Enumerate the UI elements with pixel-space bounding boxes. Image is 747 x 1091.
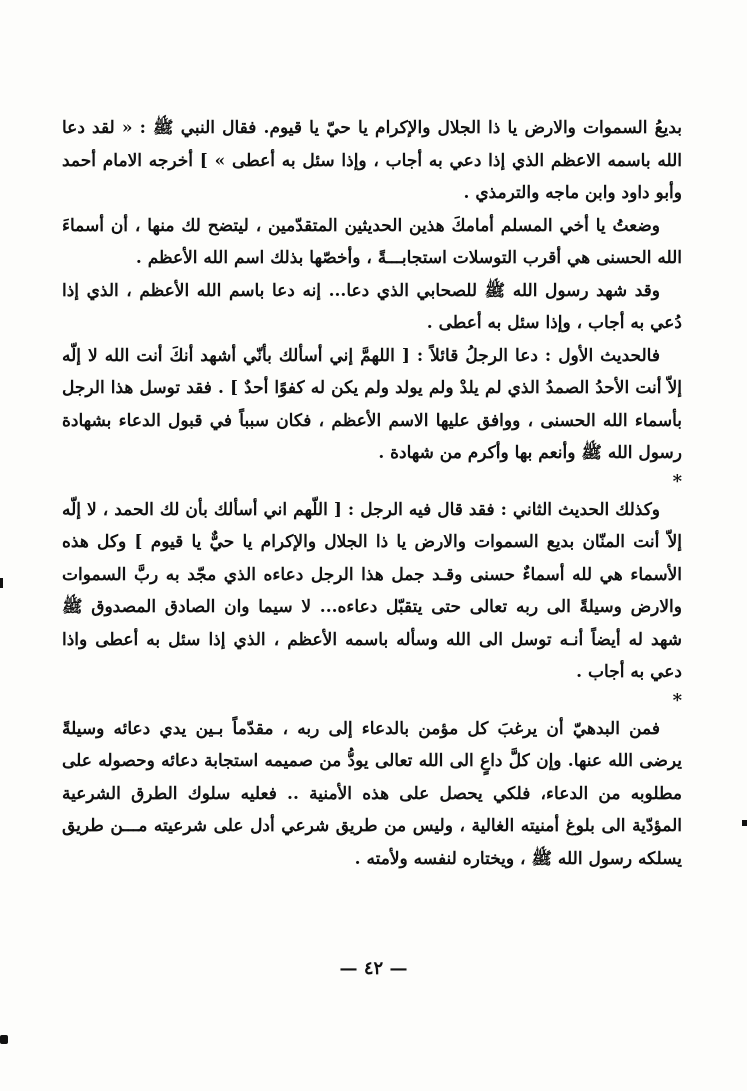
paragraph-explanation: وضعتُ يا أخي المسلم أمامكَ هذين الحديثين المتقدّمين ، ليتضح لك منها ، أن أسماءَ الله الحسنى هي أقرب التوسلات استجابـــةً ، وأخصّها بذلك اسم الله الأعظم .	[62, 215, 682, 268]
paragraph-first-hadith: فالحديث الأول : دعا الرجلُ قائلاً : [ اللهمَّ إني أسألك بأنّي أشهد أنكَ أنت الله لا إلّه إلاّ أنت الأحدُ الصمدُ الذي لم يلدْ ولم يولد ولم يكن له كفوًا أحدٌ ] . فقد توسل هذا الرجل بأسماء الله الحسنى ، ووافق عليها الاسم الأعظم ، فكان سبباً في قبول الدعاء بشهادة رسول الله ﷺ وأنعم بها وأكرم من شهادة .	[62, 345, 682, 463]
paragraph-hadith-continuation: بديعُ السموات والارض يا ذا الجلال والإكرام يا حيّ يا قيوم. فقال النبي ﷺ : « لقد دعا الله باسمه الاعظم الذي إذا دعي به أجاب ، وإذا سئل به أعطى » ] أخرجه الامام أحمد وأبو داود وابن ماجه والترمذي .	[62, 118, 682, 203]
section-separator-star: *	[672, 689, 682, 711]
body-text	[62, 112, 682, 875]
scan-margin-mark	[742, 820, 747, 826]
paragraph-testimony: وقد شهد رسول الله ﷺ للصحابي الذي دعا... إنه دعا باسم الله الأعظم ، الذي إذا دُعي به أجاب ، وإذا سئل به أعطى .	[62, 280, 682, 333]
section-separator-star: *	[672, 470, 682, 492]
page-number: — ٤٢ —	[339, 958, 408, 979]
scan-margin-mark	[0, 578, 3, 588]
paragraph-conclusion: فمن البدهيّ أن يرغبَ كل مؤمن بالدعاء إلى ربه ، مقدّماً بـين يدي دعائه وسيلةً يرضى الله عنها. وإن كلَّ داعٍ الى الله تعالى يودُّ من صميمه استجابة دعائه وحصوله على مطلوبه من الدعاء، فلكي يحصل على هذه الأمنية .. فعليه سلوك الطرق الشرعية المؤدّية الى بلوغ أمنيته الغالية ، وليس من طريق شرعي أدل على شرعيته مـــن طريق يسلكه رسول الله ﷺ ، ويختاره لنفسه ولأمته .	[62, 718, 683, 869]
paragraph-second-hadith: وكذلك الحديث الثاني : فقد قال فيه الرجل : [ اللّهم اني أسألك بأن لك الحمد ، لا إلّه إلاّ أنت المنّان بديع السموات والارض يا ذا الجلال والإكرام يا حيٌّ يا قيوم ] وكل هذه الأسماء هي لله أسماءٌ حسنى وقـد جمل هذا الرجل دعاءه الذي مجّد به ربَّ السموات والارض وسيلةً الى ربه تعالى حتى يتقبّل دعاءه... لا سيما وان الصادق المصدوق ﷺ شهد له أيضاً أنـه توسل الى الله وسأله باسمه الأعظم ، الذي إذا سئل به أعطى واذا دعي به أجاب .	[62, 499, 682, 682]
scan-margin-mark	[0, 1035, 8, 1044]
